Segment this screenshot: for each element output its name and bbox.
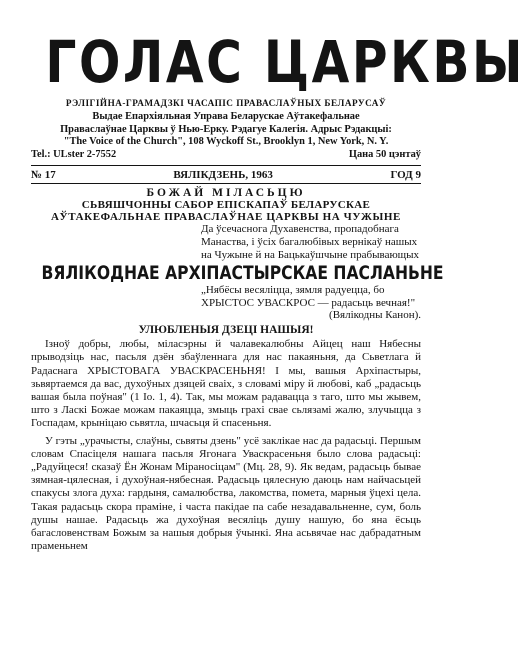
issue-date: ВЯЛІКДЗЕНЬ, 1963 [173, 169, 273, 182]
publisher-info [31, 111, 421, 161]
article-body [31, 338, 421, 553]
greeting: УЛЮБЛЕНЫЯ ДЗЕЦІ НАШЫЯ! [138, 324, 314, 337]
paragraph: У гэты „урачысты, слаўны, сьвяты дзень" усё заклікае нас да радасьці. Першым словам Спасіцеля нашага пасьля Ягонага Уваскрасеньня было слова радасьці: „Радуйцеся! сказаў Ён Жонам Міраносіцам" (Мц. 28, 9). Як ведам, радасьць бывае зямная-цялесная, і духоўная-нябесная. Радасьць цялесную даюць нам найчасьцей спакусы злога духа: гардыня, самалюбства, лакомства, помета, марныя ўцехі цела. Такая радасьць скора праміне, і часта пакідае па сабе незадавальненне, сум, боль душы нашае. Радасьць жа духоўная весяліць душу нашую, бо яна ёсьць багасловенствам Божым за нашыя добрыя ўчынкі. Яна асьвячае нас дабрадатным праменьнем [31, 434, 421, 553]
epigraph-line-1: „Нябёсы весяліцца, зямля радуецца, бо [201, 283, 385, 296]
address-block [201, 223, 421, 261]
epigraph-source: (Вялікодны Канон). [329, 309, 421, 322]
issue-year: ГОД 9 [390, 169, 421, 182]
subtitle: РЭЛІГІЙНА-ГРАМАДЗКІ ЧАСАПІС ПРАВАСЛАЎНЫХ БЕЛАРУСАЎ [65, 98, 387, 108]
epigraph [201, 284, 421, 322]
address-line: на Чужыне й на Бацькаўшчыне прабывающых [201, 248, 420, 261]
issue-row [31, 166, 421, 183]
heading-sabor: СЬВЯШЧОННЫ САБОР ЕПІСКАПАЎ БЕЛАРУСКАЕ [81, 199, 371, 212]
masthead-title: ГОЛАС ЦАРКВЫ [45, 28, 525, 96]
address-line: Да ўсечаснога Духавенства, пропадобнага [201, 223, 399, 236]
phone: Tel.: ULster 2-7552 [31, 148, 117, 160]
heading-grace: БОЖАЙ МІЛАСЬЦЮ [146, 187, 306, 200]
epigraph-line-2: ХРЫСТОС УВАСКРОС — радасьць вечная!" [201, 296, 416, 309]
publisher-line-2: Праваслаўнае Царквы ў Нью-Ерку. Рэдагуе Калегія. Адрыс Рэдакцыі: [60, 123, 392, 135]
issue-number: № 17 [31, 169, 56, 182]
paragraph: Ізноў добры, любы, міласэрны й чалавекалюбны Айцец наш Нябесны прыводзіць нас, пасьля дзён збаўленнага для нас пакаяньня, да Сьветлага й Радаснага ХРЫСТОВАГА УВАСКРАСЕНЬНЯ! І мы, вашыя Архіпастыры, зьвяртаемся да вас, духоўных дзяцей сваіх, з словамі міру й любові, каб „радасьць вашая была поўная" (1 Іо. 1, 4). Так, мы можам радавацца з таго, што мы жывем, што з Ласкі Божае можам пакаяцца, змыць грахі свае сьлязамі жалю, злучыцца з Госпадам, крыніцаю сьвятла, шчасьця й спасеньня. [31, 338, 421, 430]
publisher-line-3: "The Voice of the Church", 108 Wyckoff St., Brooklyn 1, New York, N. Y. [63, 136, 389, 148]
contact-row [31, 149, 421, 162]
publisher-line-1: Выдае Епархіяльная Управа Беларускае Аўтакефальнае [92, 111, 360, 122]
main-title: ВЯЛІКОДНАЕ АРХІПАСТЫРСКАЕ ПАСЛАНЬНЕ [41, 261, 444, 284]
heading-church: АЎТАКЕФАЛЬНАЕ ПРАВАСЛАЎНАЕ ЦАРКВЫ НА ЧУЖЫНЕ [51, 211, 401, 224]
price: Цана 50 цэнтаў [348, 148, 421, 160]
divider-bottom [31, 183, 421, 184]
address-line: Манаства, і ўсіх багалюбівых вернікаў нашых [201, 236, 418, 249]
